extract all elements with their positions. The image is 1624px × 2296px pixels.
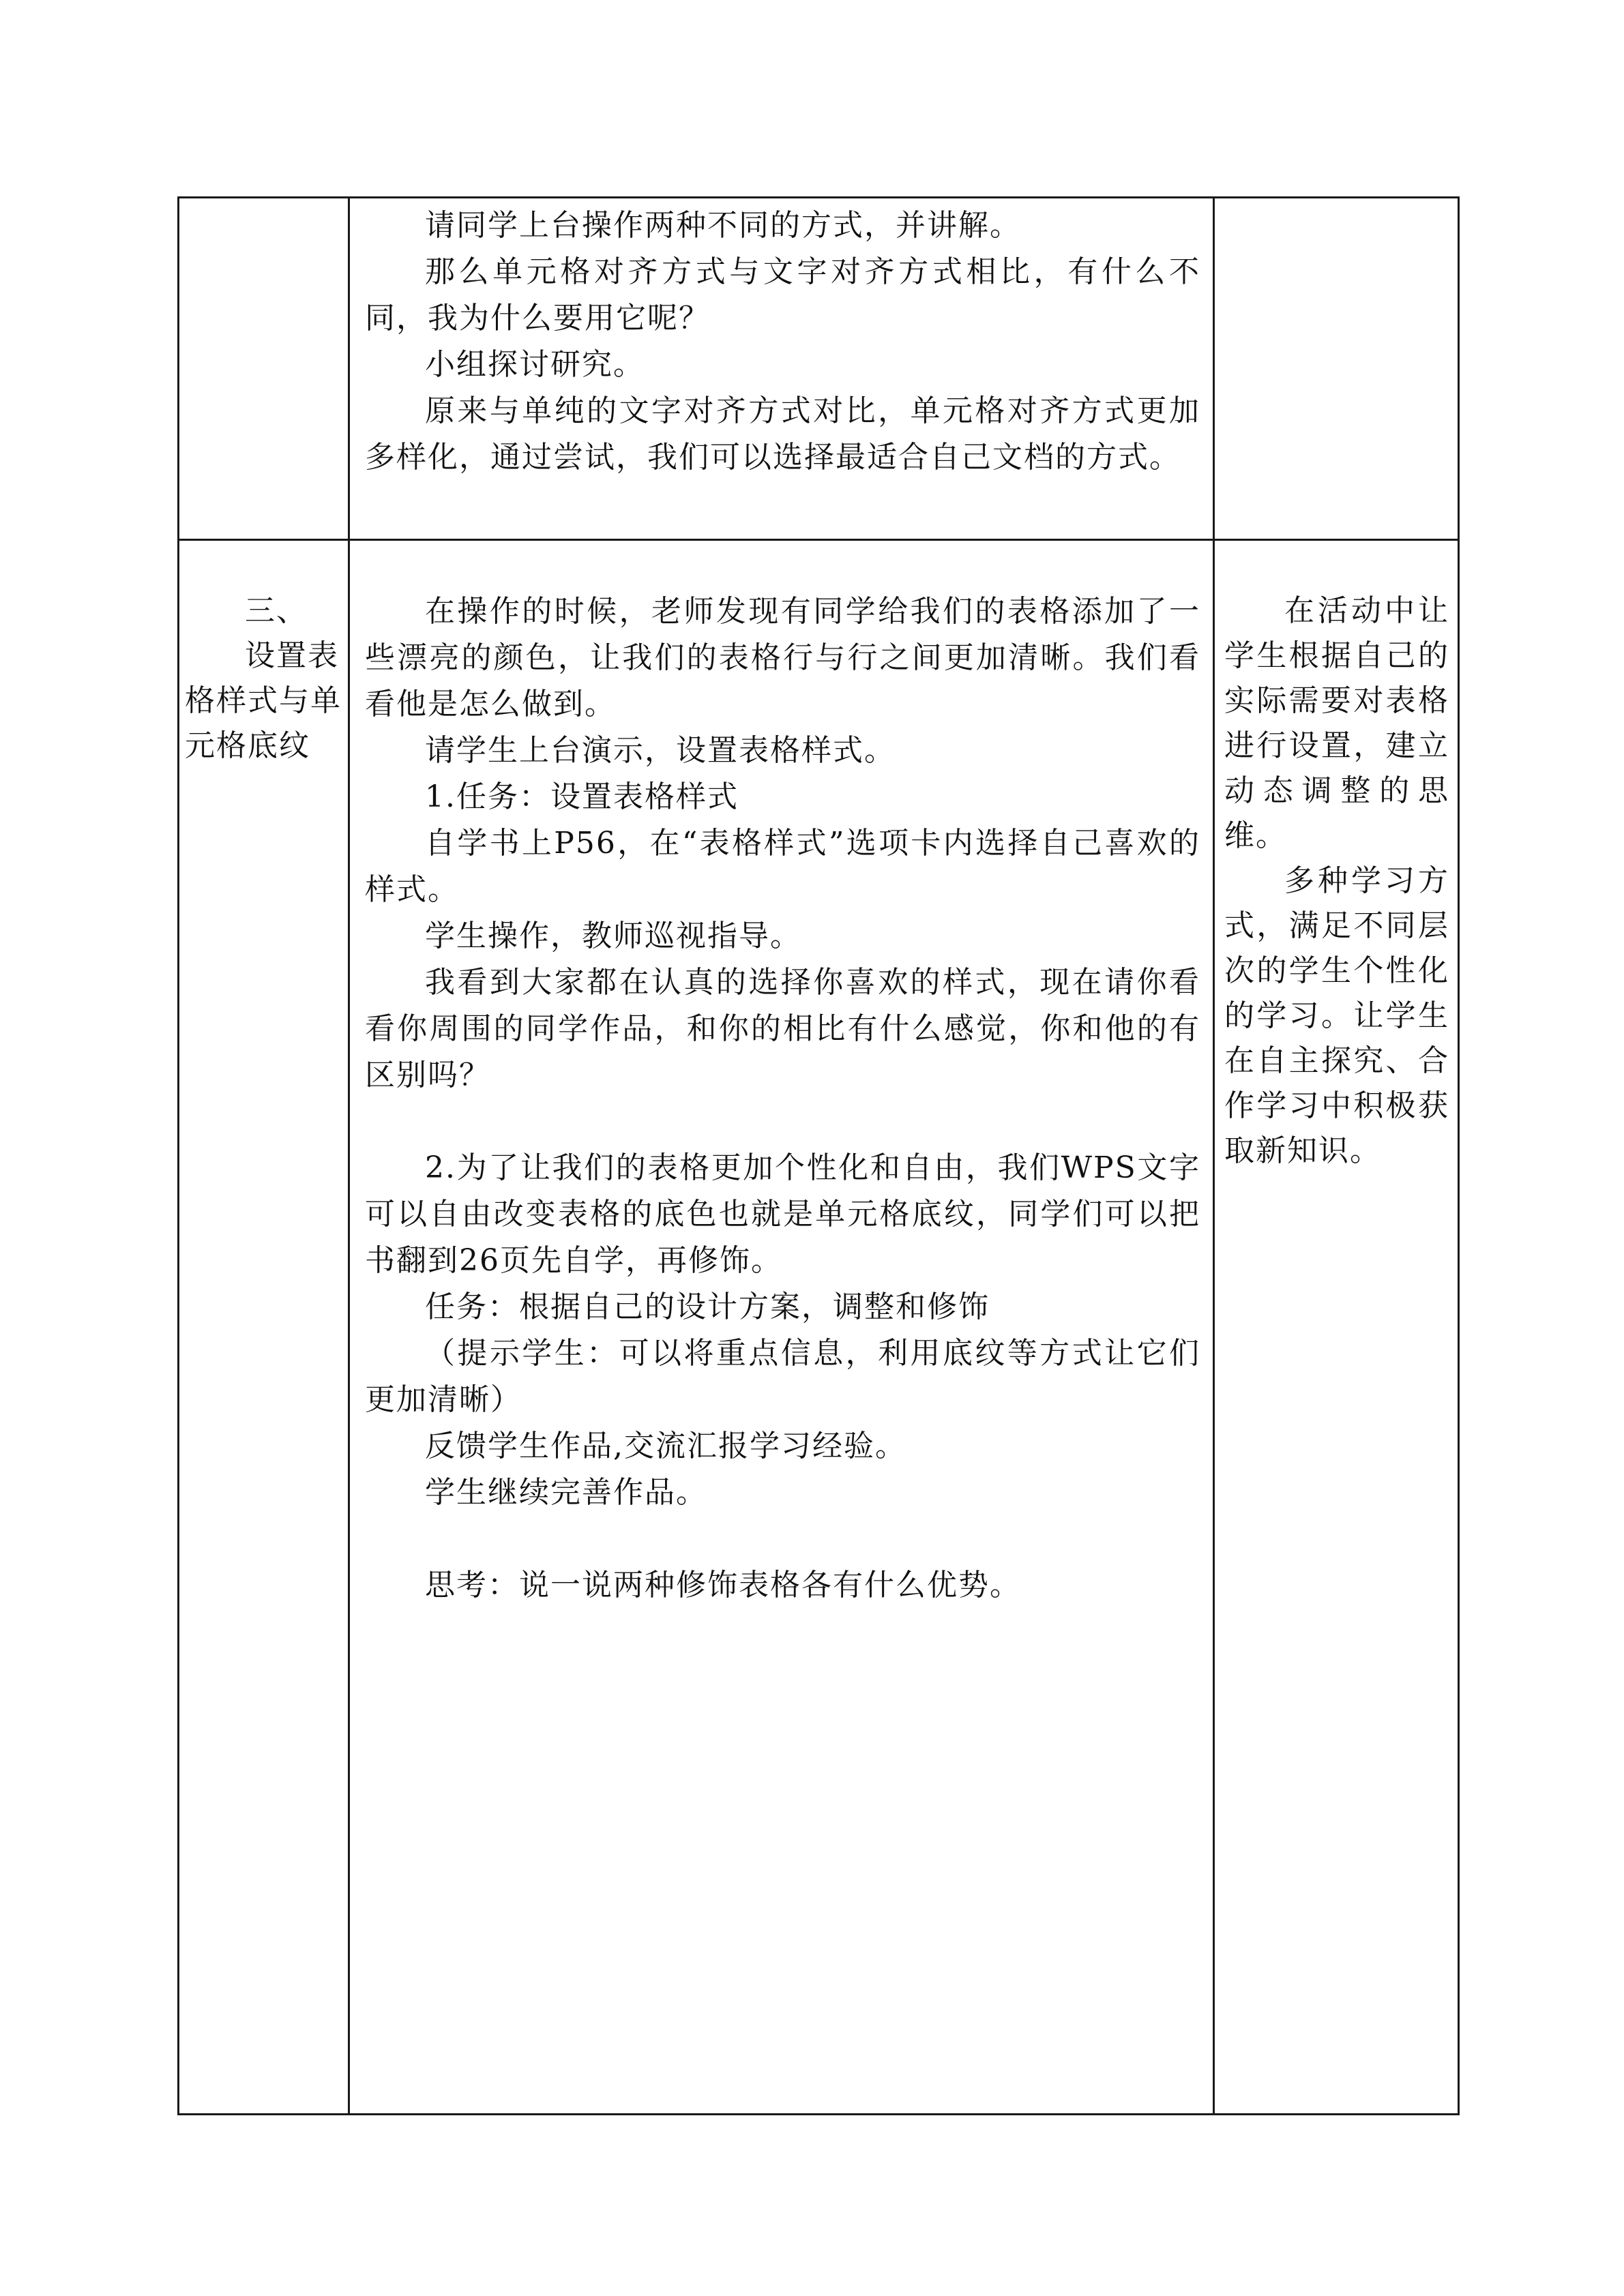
process-cell	[349, 540, 1214, 2115]
paragraph: 在操作的时候，老师发现有同学给我们的表格添加了一些漂亮的颜色，让我们的表格行与行之间更加清晰。我们看看他是怎么做到。	[365, 594, 1200, 721]
stage-number: 三、	[245, 593, 308, 628]
paragraph: 2.为了让我们的表格更加个性化和自由，我们WPS文字可以自由改变表格的底色也就是单元格底纹，同学们可以把书翻到26页先自学，再修饰。	[365, 1150, 1200, 1278]
intent-cell	[1214, 540, 1459, 2115]
stage-cell-empty	[179, 198, 349, 540]
paragraph: 在活动中让学生根据自己的实际需要对表格进行设置，建立动态调整的思维。	[1224, 593, 1449, 853]
stage-cell	[179, 540, 349, 2115]
paragraph: 自学书上P56，在“表格样式”选项卡内选择自己喜欢的样式。	[365, 826, 1200, 907]
paragraph: 任务：根据自己的设计方案，调整和修饰	[425, 1289, 990, 1324]
paragraph: 我看到大家都在认真的选择你喜欢的样式，现在请你看看你周围的同学作品，和你的相比有什么感觉，你和他的有区别吗？	[365, 965, 1200, 1092]
paragraph: 反馈学生作品,交流汇报学习经验。	[425, 1429, 906, 1463]
stage-title: 设置表格样式与单元格底纹	[185, 638, 342, 763]
blank-line	[365, 1099, 1200, 1145]
lesson-plan-table	[177, 196, 1460, 2115]
intent-cell-empty	[1214, 198, 1459, 540]
table-row-continued	[179, 198, 1459, 540]
paragraph: 多种学习方式，满足不同层次的学生个性化的学习。让学生在自主探究、合作学习中积极获取新知识。	[1224, 863, 1449, 1168]
table-row-stage-three	[179, 540, 1459, 2115]
paragraph: 思考：说一说两种修饰表格各有什么优势。	[425, 1568, 1021, 1602]
process-text	[350, 198, 1213, 481]
paragraph: 1.任务：设置表格样式	[425, 779, 739, 814]
paragraph: 小组探讨研究。	[425, 347, 645, 382]
paragraph: 原来与单纯的文字对齐方式对比，单元格对齐方式更加多样化，通过尝试，我们可以选择最适合自己文档的方式。	[365, 393, 1200, 475]
process-cell	[349, 198, 1214, 540]
blank-line	[365, 1516, 1200, 1562]
intent-text	[1215, 541, 1458, 1174]
process-text	[350, 541, 1213, 1609]
paragraph: 学生操作，教师巡视指导。	[425, 919, 801, 953]
paragraph: （提示学生：可以将重点信息，利用底纹等方式让它们更加清晰）	[365, 1336, 1200, 1417]
paragraph: 请同学上台操作两种不同的方式，并讲解。	[425, 208, 1021, 243]
paragraph: 请学生上台演示，设置表格样式。	[425, 733, 896, 768]
stage-label	[179, 541, 348, 769]
paragraph: 那么单元格对齐方式与文字对齐方式相比，有什么不同，我为什么要用它呢？	[365, 254, 1200, 336]
paragraph: 学生继续完善作品。	[425, 1475, 707, 1510]
